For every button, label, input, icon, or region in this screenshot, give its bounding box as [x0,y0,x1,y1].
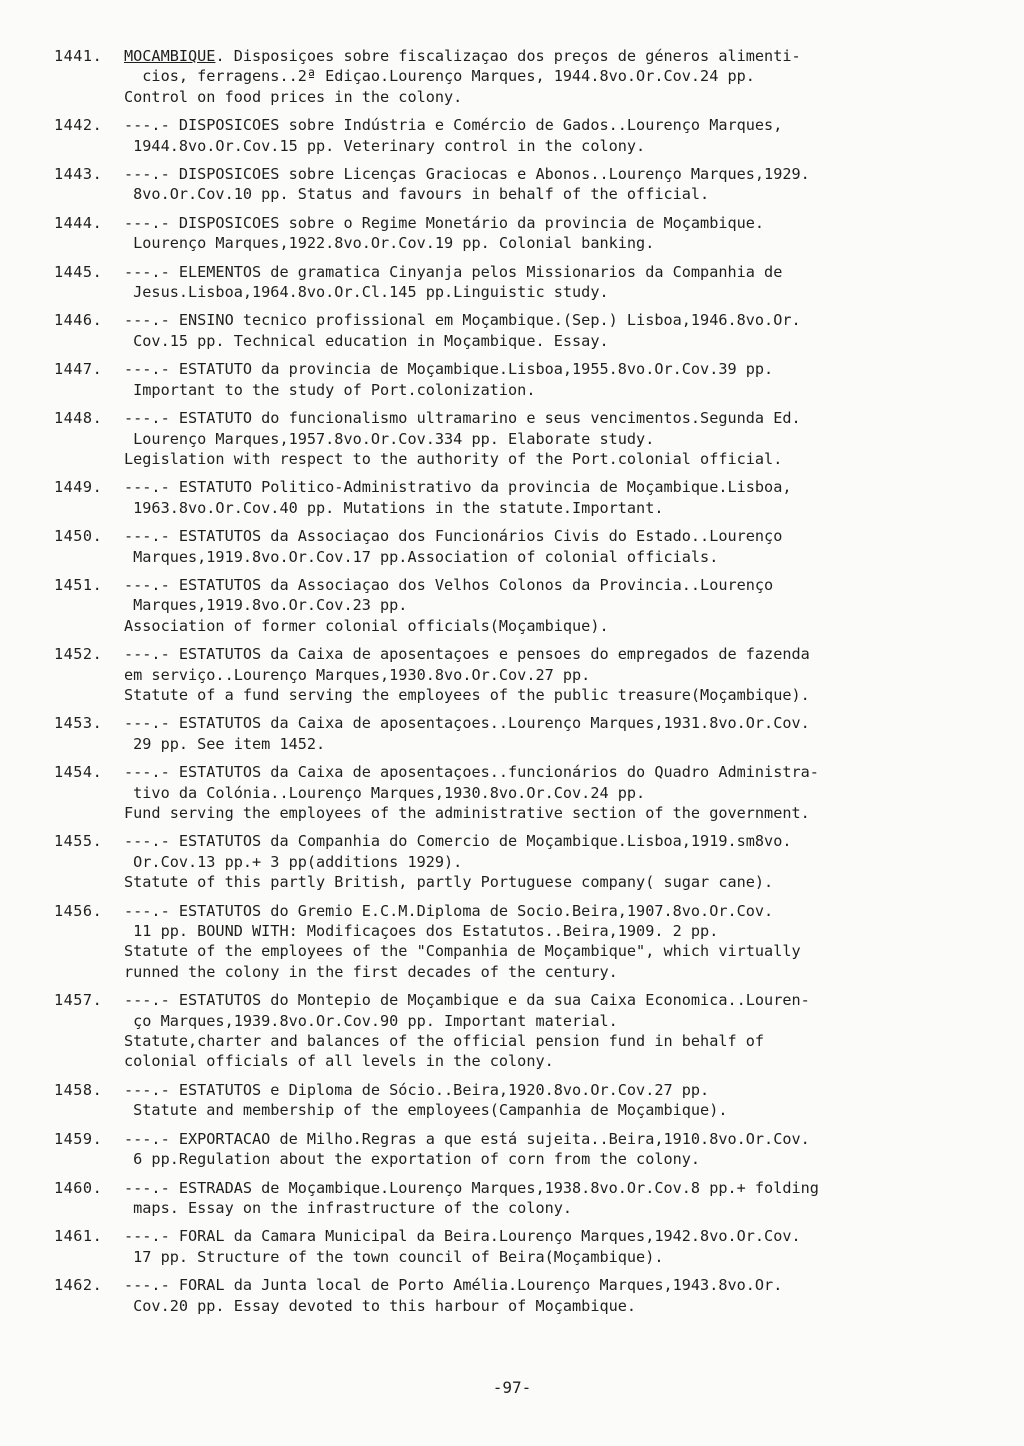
entry-line: ---.- ESTATUTOS do Montepio de Moçambique e da sua Caixa Economica..Louren- [124,991,810,1010]
entry-text [124,262,984,303]
entry-line: ---.- ESTATUTOS da Caixa de aposentaçoes e pensoes do empregados de fazenda [124,645,810,664]
entry-text [124,526,984,567]
catalogue-entry [54,526,984,567]
entry-number: 1445. [54,262,103,281]
entry-line: Cov.15 pp. Technical education in Moçambique. Essay. [124,331,609,350]
entry-number: 1458. [54,1080,103,1099]
entry-line: ---.- ELEMENTOS de gramatica Cinyanja pelos Missionarios da Companhia de [124,262,783,281]
entry-text [124,831,984,892]
catalogue-entry [54,762,984,823]
entry-text [124,1275,984,1316]
entry-line: Statute of this partly British, partly Portuguese company( sugar cane). [124,873,774,892]
catalogue-entry [54,1178,984,1219]
page-number: -97- [492,1378,532,1397]
entry-line: Lourenço Marques,1922.8vo.Or.Cov.19 pp. Colonial banking. [124,234,655,253]
entry-line: 1963.8vo.Or.Cov.40 pp. Mutations in the statute.Important. [124,498,664,517]
entry-line: tivo da Colónia..Lourenço Marques,1930.8vo.Or.Cov.24 pp. [124,783,646,802]
entry-line: Statute and membership of the employees(Campanhia de Moçambique). [124,1101,728,1120]
entry-line: Or.Cov.13 pp.+ 3 pp(additions 1929). [124,852,463,871]
catalogue-entry [54,477,984,518]
entry-line: 11 pp. BOUND WITH: Modificaçoes dos Estatutos..Beira,1909. 2 pp. [124,922,719,941]
entry-line: ---.- ESTATUTOS da Companhia do Comercio de Moçambique.Lisboa,1919.sm8vo. [124,832,792,851]
entry-number: 1448. [54,409,103,428]
entry-line: em serviço..Lourenço Marques,1930.8vo.Or.Cov.27 pp. [124,665,591,684]
entry-line: ---.- DISPOSICOES sobre o Regime Monetário da provincia de Moçambique. [124,213,765,232]
entry-number: 1441. [54,47,103,65]
entry-text [124,713,984,754]
entry-line: cios, ferragens..2ª Ediçao.Lourenço Marques, 1944.8vo.Or.Cov.24 pp. [124,67,755,86]
entry-number: 1461. [54,1227,103,1246]
entry-line: colonial officials of all levels in the colony. [124,1052,554,1071]
entry-line: maps. Essay on the infrastructure of the colony. [124,1198,573,1217]
entry-number: 1454. [54,763,103,782]
catalogue-entry [54,1226,984,1267]
entry-text [124,1226,984,1267]
entry-line: Legislation with respect to the authority of the Port.colonial official. [124,449,783,468]
entry-line: Statute of the employees of the "Companhia de Moçambique", which virtually [124,942,801,961]
entry-line: Fund serving the employees of the administrative section of the government. [124,804,810,822]
entry-line: Association of former colonial officials(Moçambique). [124,616,609,635]
catalogue-entry [54,262,984,303]
entry-line: Important to the study of Port.colonization. [124,380,536,399]
entry-line: ---.- ESTATUTOS da Associaçao dos Velhos Colonos da Provincia..Lourenço [124,575,774,594]
entry-line: Cov.20 pp. Essay devoted to this harbour of Moçambique. [124,1296,637,1315]
entry-number: 1452. [54,645,103,664]
entry-line: 8vo.Or.Cov.10 pp. Status and favours in behalf of the official. [124,185,710,204]
entry-line: Control on food prices in the colony. [124,87,463,106]
entry-line: ---.- ESTATUTOS da Associaçao dos Funcionários Civis do Estado..Lourenço [124,527,783,546]
catalogue-entry [54,990,984,1072]
entry-number: 1450. [54,527,103,546]
entry-line-text: . Disposiçoes sobre fiscalizaçao dos preços de géneros alimenti- [215,47,801,65]
entry-line: ---.- ESTATUTOS e Diploma de Sócio..Beira,1920.8vo.Or.Cov.27 pp. [124,1080,710,1099]
entry-text [124,1080,984,1121]
entry-line: 17 pp. Structure of the town council of Beira(Moçambique). [124,1247,664,1266]
catalogue-entry [54,1080,984,1121]
entry-line: Statute of a fund serving the employees of the public treasure(Moçambique). [124,685,810,704]
entry-line: ---.- DISPOSICOES sobre Licenças Graciocas e Abonos..Lourenço Marques,1929. [124,165,810,184]
entry-line: 1944.8vo.Or.Cov.15 pp. Veterinary control in the colony. [124,136,646,155]
entry-text [124,477,984,518]
entry-line: Marques,1919.8vo.Or.Cov.17 pp.Association of colonial officials. [124,547,719,566]
entry-text [124,213,984,254]
entry-number: 1460. [54,1178,103,1197]
entry-number: 1453. [54,714,103,733]
catalogue-entry [54,310,984,351]
entry-text [124,1129,984,1170]
entry-line: ---.- ESTATUTOS do Gremio E.C.M.Diploma de Socio.Beira,1907.8vo.Or.Cov. [124,901,774,920]
entry-line: ---.- ESTATUTOS da Caixa de aposentaçoes..funcionários do Quadro Administra- [124,763,819,782]
entry-line: Statute,charter and balances of the official pension fund in behalf of [124,1032,765,1051]
entry-line: Lourenço Marques,1957.8vo.Or.Cov.334 pp. Elaborate study. [124,429,655,448]
entry-line: 29 pp. See item 1452. [124,734,326,753]
catalogue-entry [54,901,984,983]
catalogue-entry [54,115,984,156]
entry-text [124,164,984,205]
catalogue-entry [54,1129,984,1170]
entry-text [124,575,984,636]
entry-number: 1447. [54,360,103,379]
entry-number: 1456. [54,901,103,920]
entry-number: 1457. [54,991,103,1010]
entry-text [124,359,984,400]
catalogue-entry [54,213,984,254]
entry-line: ço Marques,1939.8vo.Or.Cov.90 pp. Important material. [124,1011,618,1030]
entry-text [124,990,984,1072]
entry-number: 1449. [54,478,103,497]
entry-number: 1444. [54,213,103,232]
catalogue-entry [54,713,984,754]
entry-line: ---.- EXPORTACAO de Milho.Regras a que está sujeita..Beira,1910.8vo.Or.Cov. [124,1129,810,1148]
entry-line: ---.- ESTATUTO do funcionalismo ultramarino e seus vencimentos.Segunda Ed. [124,409,801,428]
catalogue-entry [54,359,984,400]
entry-heading: MOCAMBIQUE [124,47,216,65]
entry-line: ---.- ENSINO tecnico profissional em Moçambique.(Sep.) Lisboa,1946.8vo.Or. [124,311,801,330]
entry-number: 1446. [54,311,103,330]
catalogue-entry [54,46,984,107]
catalogue-entry [54,1275,984,1316]
entry-line: ---.- FORAL da Camara Municipal da Beira.Lourenço Marques,1942.8vo.Or.Cov. [124,1227,801,1246]
entry-text [124,901,984,983]
entry-text [124,1178,984,1219]
entry-line: ---.- ESTATUTOS da Caixa de aposentaçoes..Lourenço Marques,1931.8vo.Or.Cov. [124,714,810,733]
entry-text [124,762,984,823]
entry-text [124,310,984,351]
entry-number: 1451. [54,575,103,594]
entry-line [124,46,984,66]
entry-number: 1455. [54,832,103,851]
entry-text [124,115,984,156]
catalogue-entry [54,575,984,636]
catalogue-entry [54,831,984,892]
entry-line: 6 pp.Regulation about the exportation of corn from the colony. [124,1150,701,1169]
entry-line: ---.- ESTATUTO Politico-Administrativo da provincia de Moçambique.Lisboa, [124,478,792,497]
entry-line: ---.- ESTRADAS de Moçambique.Lourenço Marques,1938.8vo.Or.Cov.8 pp.+ folding [124,1178,819,1197]
entry-line: ---.- FORAL da Junta local de Porto Amélia.Lourenço Marques,1943.8vo.Or. [124,1276,783,1295]
entry-line: Marques,1919.8vo.Or.Cov.23 pp. [124,596,408,615]
entry-line: Jesus.Lisboa,1964.8vo.Or.Cl.145 pp.Linguistic study. [124,283,609,302]
entry-text [124,408,984,469]
entry-number: 1462. [54,1276,103,1295]
entry-number: 1459. [54,1129,103,1148]
entry-text [124,644,984,705]
entry-line: ---.- ESTATUTO da provincia de Moçambique.Lisboa,1955.8vo.Or.Cov.39 pp. [124,360,774,379]
catalogue-entry [54,408,984,469]
entry-line: ---.- DISPOSICOES sobre Indústria e Comércio de Gados..Lourenço Marques, [124,116,783,135]
entry-number: 1443. [54,165,103,184]
catalogue-entry [54,164,984,205]
entries-list [54,46,984,1324]
entry-text [124,46,984,107]
entry-number: 1442. [54,116,103,135]
catalogue-entry [54,644,984,705]
entry-line: runned the colony in the first decades of the century. [124,962,618,981]
